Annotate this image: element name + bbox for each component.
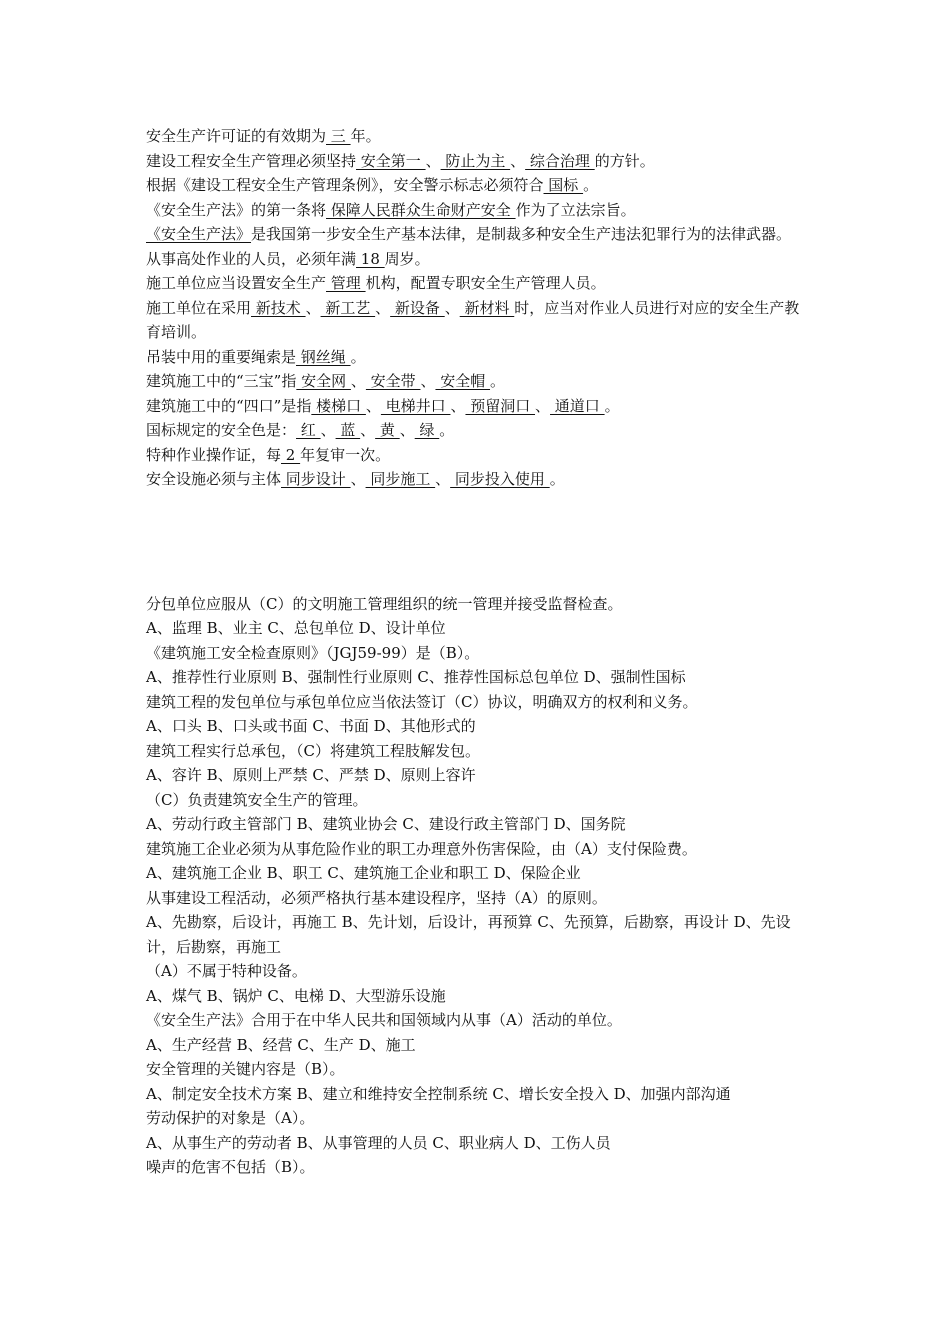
fill-in-text: 、 <box>360 421 376 439</box>
question-line: 噪声的危害不包括（B）。 <box>146 1158 315 1176</box>
fill-in-text: 国标规定的安全色是： <box>146 421 297 439</box>
fill-in-answer: 同步施工 <box>365 470 436 488</box>
fill-in-line <box>146 296 811 345</box>
fill-in-answer: 2 <box>281 445 301 464</box>
fill-in-answer: 电梯井口 <box>380 396 451 415</box>
question-line: 建筑工程的发包单位与承包单位应当依法签订（C）协议，明确双方的权利和义务。 <box>146 692 698 711</box>
options-line: A、煤气 B、锅炉 C、电梯 D、大型游乐设施 <box>146 986 446 1005</box>
question-line: 《安全生产法》合用于在中华人民共和国领域内从事（A）活动的单位。 <box>146 1011 622 1029</box>
fill-in-text: 吊装中用的重要绳索是 <box>146 347 297 366</box>
fill-in-line <box>146 394 811 419</box>
fill-in-text: 。 <box>604 396 620 415</box>
question-line: 劳动保护的对象是（A）。 <box>146 1109 315 1127</box>
fill-in-answer: 国标 <box>543 176 584 194</box>
question-line: 建筑工程实行总承包，（C）将建筑工程肢解发包。 <box>146 741 480 760</box>
fill-in-text: 、 <box>350 372 366 390</box>
fill-in-text: 机构，配置专职安全生产管理人员。 <box>365 274 606 292</box>
question-line: （C）负责建筑安全生产的管理。 <box>146 790 368 809</box>
fill-in-answer: 预留洞口 <box>465 396 536 415</box>
fill-in-answer: 新设备 <box>390 298 445 317</box>
fill-in-text: 年复审一次。 <box>300 445 391 464</box>
document-page <box>146 124 811 1180</box>
fill-in-text: 是我国第一步安全生产基本法律，是制裁多种安全生产违法犯罪行为的法律武器。 <box>251 225 792 243</box>
fill-in-line <box>146 124 811 149</box>
fill-in-answer: 安全第一 <box>356 151 426 170</box>
fill-in-answer: 新材料 <box>459 298 515 317</box>
options-line: A、建筑施工企业 B、职工 C、建筑施工企业和职工 D、保险企业 <box>146 864 581 882</box>
question-line: （A）不属于特种设备。 <box>146 962 307 980</box>
fill-in-text: 施工单位应当设置安全生产 <box>146 274 327 292</box>
fill-in-line <box>146 418 811 443</box>
fill-in-line <box>146 271 811 296</box>
fill-in-text: 建筑施工中的“四口”是指 <box>146 396 312 415</box>
fill-in-text: 建设工程安全生产管理必须坚持 <box>146 151 357 170</box>
fill-in-text: 、 <box>535 396 551 415</box>
options-line: A、制定安全技术方案 B、建立和维持安全控制系统 C、增长安全投入 D、加强内部沟通 <box>146 1084 731 1103</box>
fill-in-text: 、 <box>435 470 451 488</box>
question-line: 建筑施工企业必须为从事危险作业的职工办理意外伤害保险，由（A）支付保险费。 <box>146 839 697 858</box>
options-line: A、生产经营 B、经营 C、生产 D、施工 <box>146 1035 416 1054</box>
fill-in-line <box>146 173 811 198</box>
fill-in-text: 施工单位在采用 <box>146 298 252 317</box>
fill-in-line <box>146 443 811 468</box>
fill-in-text: 的方针。 <box>594 151 655 170</box>
fill-in-line <box>146 467 811 492</box>
fill-in-answer: 新技术 <box>251 298 306 317</box>
fill-in-answer: 安全帽 <box>435 372 491 390</box>
fill-in-text: 、 <box>450 396 466 415</box>
fill-in-text: 。 <box>490 372 506 390</box>
fill-in-answer: 同步设计 <box>281 470 351 488</box>
fill-in-text: 年。 <box>350 127 381 145</box>
fill-in-answer: 管理 <box>326 274 366 292</box>
fill-in-text: 、 <box>320 421 336 439</box>
fill-in-text: 安全设施必须与主体 <box>146 470 282 488</box>
options-line: A、容许 B、原则上严禁 C、严禁 D、原则上容许 <box>146 766 476 784</box>
fill-in-answer: 安全带 <box>365 372 421 390</box>
fill-in-answer: 同步投入使用 <box>450 470 550 488</box>
fill-in-text: 、 <box>365 396 381 415</box>
fill-in-text: 、 <box>399 421 415 439</box>
fill-in-answer: 18 <box>356 249 385 268</box>
fill-in-text: 特种作业操作证，每 <box>146 445 282 464</box>
fill-in-answer: 通道口 <box>550 396 605 415</box>
question-line: 《建筑施工安全检查原则》（JGJ59-99）是（B）。 <box>146 643 480 662</box>
options-line: A、监理 B、业主 C、总包单位 D、设计单位 <box>146 619 446 637</box>
fill-in-answer: 蓝 <box>335 421 361 439</box>
fill-in-text: 、 <box>420 372 436 390</box>
fill-in-line <box>146 247 811 272</box>
fill-in-text: 建筑施工中的“三宝”指 <box>146 372 297 390</box>
options-line: A、从事生产的劳动者 B、从事管理的人员 C、职业病人 D、工伤人员 <box>146 1133 611 1152</box>
options-line: A、先勘察，后设计，再施工 B、先计划，后设计，再预算 C、先预算，后勘察，再设计 D、先设计，后勘察，再施工 <box>146 913 791 956</box>
fill-in-answer: 保障人民群众生命财产安全 <box>326 200 516 219</box>
fill-in-text: 安全生产许可证的有效期为 <box>146 127 327 145</box>
fill-in-answer: 红 <box>296 421 321 439</box>
fill-in-answer: 楼梯口 <box>311 396 366 415</box>
question-line: 从事建设工程活动，必须严格执行基本建设程序，坚持（A）的原则。 <box>146 888 607 907</box>
fill-in-answer: 《安全生产法》 <box>146 225 252 243</box>
fill-in-answer: 新工艺 <box>320 298 376 317</box>
fill-in-line <box>146 369 811 394</box>
section-gap <box>146 492 811 592</box>
fill-in-line <box>146 222 811 247</box>
fill-in-text: 作为了立法宗旨。 <box>515 200 636 219</box>
fill-in-text: 、 <box>444 298 460 317</box>
options-line: A、推荐性行业原则 B、强制性行业原则 C、推荐性国标总包单位 D、强制性国标 <box>146 668 686 686</box>
options-line: A、劳动行政主管部门 B、建筑业协会 C、建设行政主管部门 D、国务院 <box>146 815 626 833</box>
options-line: A、口头 B、口头或书面 C、书面 D、其他形式的 <box>146 717 476 735</box>
fill-in-text: 。 <box>549 470 565 488</box>
fill-in-line <box>146 345 811 370</box>
fill-in-answer: 黄 <box>375 421 400 439</box>
fill-in-text: 《安全生产法》的第一条将 <box>146 200 327 219</box>
fill-in-text: 根据《建设工程安全生产管理条例》，安全警示标志必须符合 <box>146 176 544 194</box>
fill-in-answer: 三 <box>326 127 351 145</box>
fill-in-text: 从事高处作业的人员，必须年满 <box>146 249 357 268</box>
question-line: 安全管理的关键内容是（B）。 <box>146 1060 345 1078</box>
fill-in-line <box>146 149 811 174</box>
fill-in-text: 、 <box>350 470 366 488</box>
fill-in-text: 。 <box>350 347 366 366</box>
fill-in-section <box>146 124 811 492</box>
fill-in-line <box>146 198 811 223</box>
fill-in-text: 周岁。 <box>384 249 430 268</box>
fill-in-answer: 安全网 <box>296 372 351 390</box>
fill-in-text: 。 <box>439 421 455 439</box>
fill-in-text: 、 <box>375 298 391 317</box>
choice-section <box>146 592 811 1180</box>
fill-in-text: 、 <box>305 298 321 317</box>
fill-in-answer: 综合治理 <box>525 151 595 170</box>
fill-in-answer: 防止为主 <box>440 151 511 170</box>
fill-in-answer: 绿 <box>414 421 440 439</box>
fill-in-text: 时，应当对作业人员进行对应的安全生产教育培训。 <box>146 298 800 341</box>
fill-in-text: 。 <box>583 176 599 194</box>
fill-in-text: 、 <box>425 151 441 170</box>
question-line: 分包单位应服从（C）的文明施工管理组织的统一管理并接受监督检查。 <box>146 594 623 613</box>
fill-in-answer: 钢丝绳 <box>296 347 351 366</box>
fill-in-text: 、 <box>510 151 526 170</box>
